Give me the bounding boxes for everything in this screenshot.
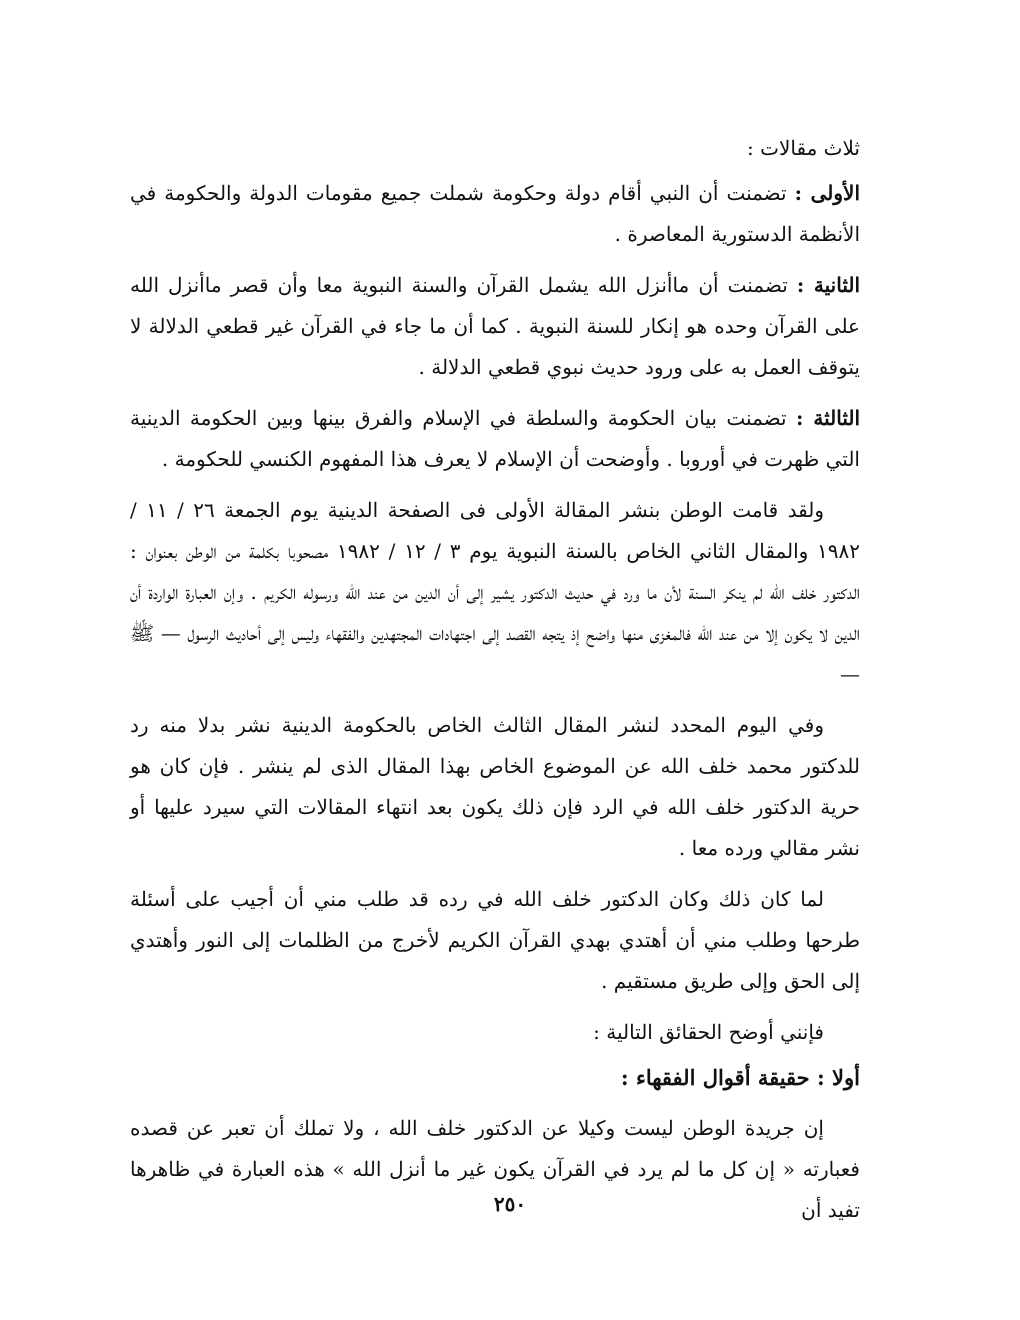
second-article-label: الثانية :: [796, 273, 861, 297]
intro-line: [130, 128, 860, 169]
paragraph-final: إن جريدة الوطن ليست وكيلا عن الدكتور خلف الله ، ولا تملك أن تعبر عن قصده فعبارته « إن كل ما لم يرد في القرآن يكون غير ما أنزل الله » هذه العبارة في ظاهرها تفيد أن: [130, 1116, 860, 1222]
paragraph-clarify: فإنني أوضح الحقائق التالية :: [593, 1020, 824, 1044]
paragraph-second-article: [130, 265, 860, 388]
first-article-label: الأولى :: [794, 181, 861, 205]
body-text: [130, 128, 860, 1241]
paragraph-request: لما كان ذلك وكان الدكتور خلف الله في رده قد طلب مني أن أجيب على أسئلة طرحها وطلب مني أن أهتدي بهدي القرآن الكريم لأخرج من الظلمات إلى النور وأهتدي إلى الحق وإلى طريق مستقيم .: [130, 887, 860, 993]
paragraph-publication: ولقد قامت الوطن بنشر المقالة الأولى فى الصفحة الدينية يوم الجمعة ٢٦ / ١١ / ١٩٨٢ والمقال الثاني الخاص بالسنة النبوية يوم ٣ / ١٢ / ١٩٨٢ مصحوبا بكلمة من الوطن بعنوان : الدكتور خلف الله لم ينكر السنة لأن ما ورد في حديث الدكتور يشير إلى أن الدين من عند الله ورسوله الكريم . وإن العبارة الواردة أن الدين لا يكون إلا من عند الله فالمغزى منها واضح إذ يتجه القصد إلى اجتهادات المجتهدين والفقهاء وليس إلى أحاديث الرسول — ﷺ —: [130, 498, 861, 686]
intro-text: ثلاث مقالات :: [747, 136, 860, 160]
paragraph-first-article: [130, 173, 860, 255]
third-article-label: الثالثة :: [795, 406, 861, 430]
paragraph-response: وفي اليوم المحدد لنشر المقال الثالث الخاص بالحكومة الدينية نشر بدلا منه رد للدكتور محمد خلف الله عن الموضوع الخاص بهذا المقال الذى لم ينشر . فإن كان هو حرية الدكتور خلف الله في الرد فإن ذلك يكون بعد انتهاء المقالات التي سيرد عليها أو نشر مقالي ورده معا .: [130, 713, 860, 860]
page-number: ٢٥٠: [493, 1192, 527, 1216]
third-article-text: تضمنت بيان الحكومة والسلطة في الإسلام والفرق بينها وبين الحكومة الدينية التي ظهرت في أوروبا . وأوضحت أن الإسلام لا يعرف هذا المفهوم الكنسي للحكومة .: [130, 406, 860, 471]
second-article-text: تضمنت أن ماأنزل الله يشمل القرآن والسنة النبوية معا وأن قصر ماأنزل الله على القرآن وحده هو إنكار للسنة النبوية . كما أن ما جاء في القرآن غير قطعي الدلالة لا يتوقف العمل به على ورود حديث نبوي قطعي الدلالة .: [130, 273, 860, 379]
first-article-text: تضمنت أن النبي أقام دولة وحكومة شملت جميع مقومات الدولة والحكومة في الأنظمة الدستورية المعاصرة .: [130, 181, 860, 246]
section-heading-first: أولا : حقيقة أقوال الفقهاء :: [620, 1065, 860, 1090]
paragraph-third-article: [130, 398, 860, 480]
